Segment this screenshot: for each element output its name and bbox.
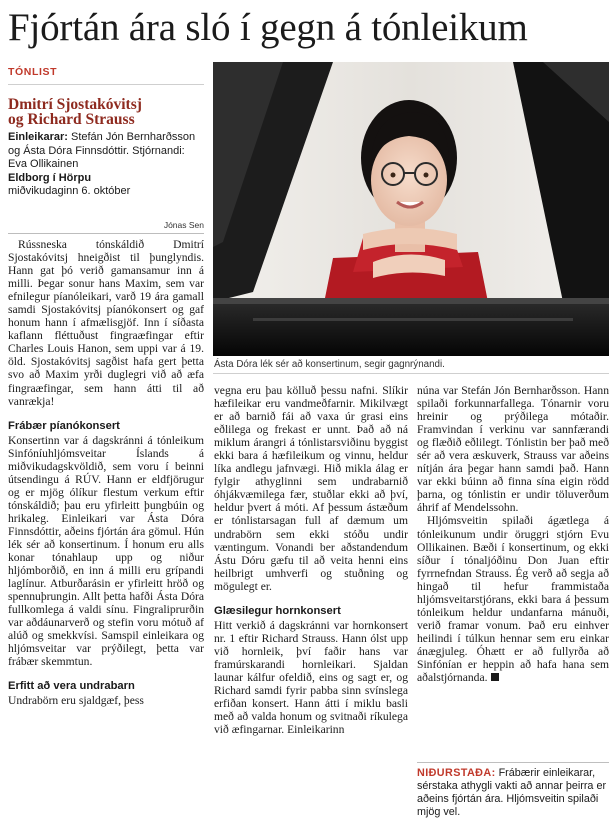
verdict-box [417,762,609,819]
verdict-text: Frábærir einleikarar, sérstaka athygli vakti að annar þeirra er aðeins fjórtán ára. Hljómsveitin spilaði mjög vel. [417,767,607,818]
article-paragraph-text: Hljómsveitin spilaði ágætlega á tónleikunum undir öruggri stjórn Evu Ollikainen. Bæði í konsertinum, og ekki síður í tónaljóðinu Don Juan eftir fyrrnefndan Strauss. Ég verð að segja að hingað til hefur frammistaða hljómsveitarstjórans, ekki bara á þessum tónleikum heldur undanfarna mánuði, verið framar vonum. Það eru einhver heilindi í túlkun hennar sem eru einkar ánægjuleg. Óhætt er að fullyrða að Sinfónían er heppin að hafa hana sem aðalstjórnanda. [417,514,609,685]
photo-pianist [213,62,609,356]
verdict-label: NIÐURSTAÐA: [417,767,496,779]
conductor: Eva Ollikainen [8,158,79,170]
subheading: Frábær píanókonsert [8,419,120,432]
byline: Jónas Sen [163,219,204,230]
end-mark [491,673,499,681]
article-paragraph: Hitt verkið á dagskránni var hornkonsert nr. 1 eftir Richard Strauss. Hann ólst upp við hornleik, því faðir hans var framúrskarandi hornleikari. Sjaldan launar kálfur ofeldið, eins og sagt er, og Richard samdi fyrir pabba sinn svínslega erfiðan konsert. Hann átti í miklu basli með að valda honum og svitnaði ríkulega við æfingarnar. Einleikarinn [214,618,408,737]
headline: Fjórtán ára sló í gegn á tónleikum [8,6,528,49]
article-paragraph: Undrabörn eru sjaldgæf, þess [8,694,144,708]
credits [8,131,204,199]
work-title-line-1: Dmitrí Sjostakóvitsj [8,96,142,113]
conductor-label: Stjórnandi: [132,144,185,157]
work-title-line-2: og Richard Strauss [8,111,135,128]
venue: Eldborg í Hörpu [8,171,92,184]
concert-date: miðvikudaginn 6. október [8,185,131,197]
photo-caption: Ásta Dóra lék sér að konsertinum, segir gagnrýnandi. [214,359,445,370]
photo-illustration [213,62,609,356]
article-paragraph [417,514,609,684]
article-paragraph: Konsertinn var á dagskránni á tónleikum Sinfóníuhljómsveitar Íslands á miðvikudagskvöldið, sem voru í beinni útsendingu á RÚV. Hann er eldfjörugur og er mjög ólíkur flestum verkum eftir tónskáldið; þau eru yfirleitt þungbúin og hrikaleg. Einleikari var Ásta Dóra Finnsdóttir, aðeins fjórtán ára gömul. Hún lék sér að konsertinum. Í honum eru alls konar tónahlaup upp og niður hljómborðið, en inn á milli eru grípandi laglínur. Atburðarásin er yfirleitt hröð og spennuþrungin. Allt þetta hafði Ásta Dóra fullkomlega á valdi sínu. Fingraliprurðin var aðdáunarverð og stefin voru mótuð af alúð og smekkvísi. Samspil einleikara og hljómsveitar var prýðilegt, þetta var frábær skemmtun. [8,433,204,669]
divider [8,84,204,85]
category-label: TÓNLIST [8,66,58,78]
subheading: Erfitt að vera undrabarn [8,680,135,693]
article-paragraph: vegna eru þau kölluð þessu nafni. Slíkir hæfileikar eru vandmeðfarnir. Mikilvægt er að barnið fái að vaxa úr grasi eins eðlilega og frekast er unnt. Það að ná miklum árangri á tónlistarsviðinu byggist ekki bara á hæfileikum og vinnu, heldur líka andlegu jafnvægi. Hið mikla álag er fylgir athyglinni sem undrabarnið óhjákvæmilega fær, stuðlar ekki að því, heldur þvert á móti. Af þessum ástæðum er tónlistarsagan full af dæmum um undrabörn sem ekki stóðu undir væntingum. Vonandi ber aðstandendum Ástu Dóru gæfu til að veita henni eins heilbrigt umhverfi og stuðning og mögulegt er. [214,384,408,593]
article-column-2 [214,384,408,736]
article-column-1 [8,238,204,708]
divider [213,373,609,374]
review-info-box [8,66,204,234]
soloists: Stefán Jón Bernharðsson og Ásta Dóra Finnsdóttir. [8,131,196,157]
soloists-label: Einleikarar: [8,131,68,143]
article-paragraph: Rússneska tónskáldið Dmitrí Sjostakóvitsj hneigðist til þunglyndis. Hann gat þó verið gamansamur inn á milli. Þegar sonur hans Maxim, sem var efnilegur píanóleikari, varð 19 ára gamall samdi Sjostakóvitsj píanókonsert og gaf honum hann í afmælisgjöf. Inn í síðasta kaflann fléttuðust fingraæfingar eftir Charles Louis Hanon, sem uppi var á 19. öld. Sjostakóvitsj sagðist hafa gert þetta svo að Maxim yrði duglegri við að æfa fingraæfingar, sem hann átti til að vanrækja! [8,238,204,408]
article-paragraph: núna var Stefán Jón Bernharðsson. Hann spilaði forkunnarfallega. Tónarnir voru hreinir og prýðilega mótaðir. Framvindan í verkinu var sannfærandi og flæðið eðlilegt. Tónlistin ber það með sér að vera æskuverk, Strauss var aðeins nítján ára þegar hann samdi það. Hann var ekki búinn að finna sína eigin rödd þarna, og tónlistin er undir töluverðum áhrif af Mendelssohn. [417,384,609,515]
work-title [8,97,204,127]
divider [8,233,204,234]
article-column-3 [417,384,609,684]
subheading: Glæsilegur hornkonsert [214,604,341,617]
